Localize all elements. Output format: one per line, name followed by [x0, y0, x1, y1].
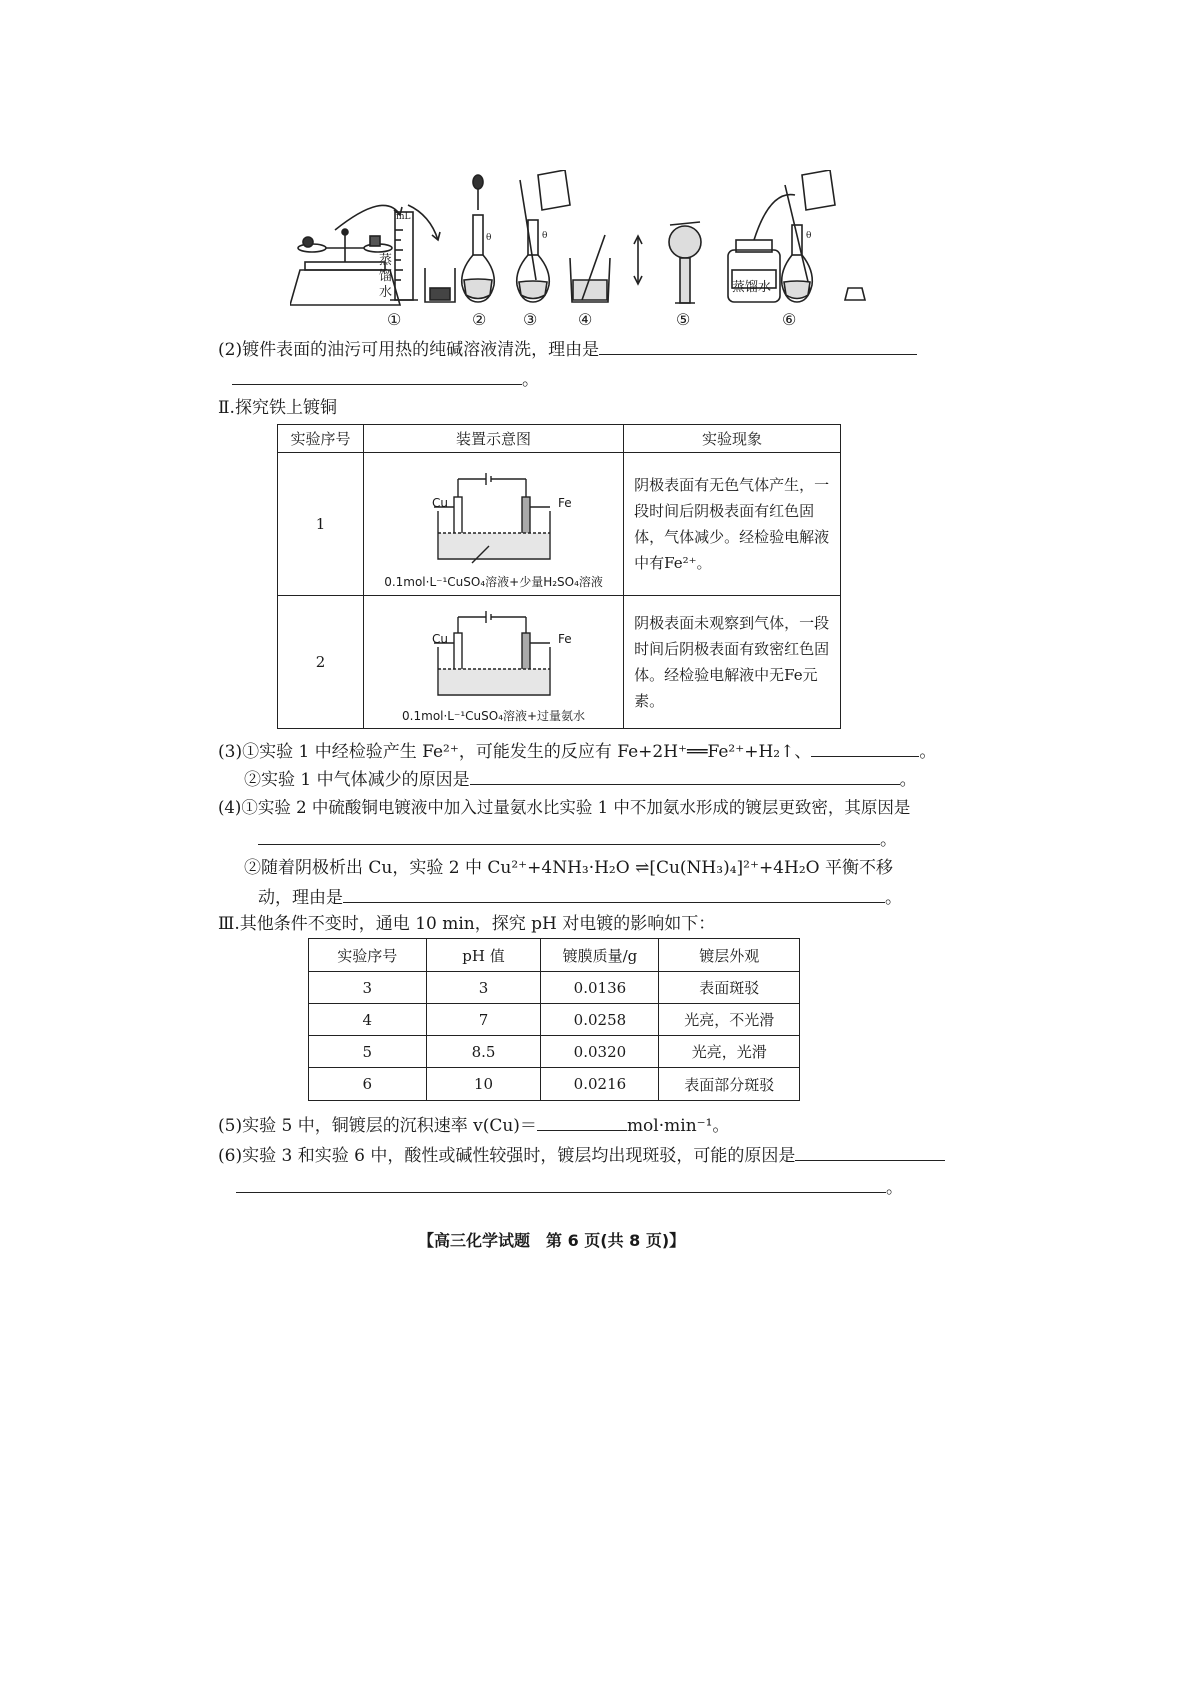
- section-2-title: Ⅱ.探究铁上镀铜: [218, 398, 337, 418]
- electrolysis-cell-diagram: [394, 603, 594, 707]
- ph-plating-table: [308, 938, 800, 1101]
- question-4-end: 。: [880, 830, 897, 850]
- answer-blank[interactable]: [811, 738, 919, 757]
- electrode-right-label: Fe: [557, 632, 572, 646]
- question-6-text: (6)实验 3 和实验 6 中，酸性或碱性较强时，镀层均出现斑驳，可能的原因是: [218, 1146, 796, 1166]
- plating-experiment-table: [277, 424, 841, 729]
- table-cell: 0.0136: [541, 972, 659, 1004]
- flask-pouring: [517, 170, 570, 302]
- phenomenon-text: 阴极表面有无色气体产生，一段时间后阴极表面有红色固体，气体减少。经检验电解液中有Fe²⁺。: [624, 453, 841, 596]
- electrode-right-label: Fe: [557, 496, 572, 510]
- table-cell: 5: [309, 1036, 427, 1068]
- step-label-4: ④: [578, 310, 593, 329]
- inverted-flask: [669, 222, 701, 303]
- table-cell: 光亮，不光滑: [659, 1004, 800, 1036]
- table-cell: 3: [426, 972, 541, 1004]
- table-row: [309, 1068, 800, 1101]
- table-cell: 表面斑驳: [659, 972, 800, 1004]
- question-3-end-2: 。: [899, 770, 917, 790]
- table-header-row: [309, 939, 800, 972]
- final-flask: [782, 170, 835, 302]
- step-label-3: ③: [523, 310, 538, 329]
- svg-text:θ: θ: [806, 231, 812, 241]
- step-label-1: ①: [387, 310, 402, 329]
- question-4-answer-line: [258, 826, 897, 852]
- question-6-end: 。: [886, 1178, 903, 1198]
- volumetric-flask-dropper: [462, 175, 495, 302]
- solution-label: 0.1mol·L⁻¹CuSO₄溶液+少量H₂SO₄溶液: [384, 574, 603, 589]
- section-3-title: Ⅲ.其他条件不变时，通电 10 min，探究 pH 对电镀的影响如下：: [218, 914, 716, 934]
- question-5: [218, 1112, 729, 1138]
- apparatus-diagram-cell: [363, 596, 623, 729]
- bottle-label: 蒸馏水: [732, 280, 772, 295]
- answer-blank[interactable]: [343, 884, 885, 903]
- electrode-left-label: Cu: [431, 632, 448, 646]
- step-label-6: ⑥: [782, 310, 797, 329]
- experiment-id: 1: [278, 453, 364, 596]
- header-cell: 实验序号: [309, 939, 427, 972]
- table-cell: 8.5: [426, 1036, 541, 1068]
- question-3-end: 。: [919, 742, 937, 762]
- question-3-part2: [244, 766, 917, 792]
- answer-blank[interactable]: [232, 366, 522, 385]
- table-row: [309, 1036, 800, 1068]
- header-cell: 镀膜质量/g: [541, 939, 659, 972]
- table-row: [309, 972, 800, 1004]
- header-cell: 实验现象: [624, 425, 841, 453]
- question-2: [218, 336, 917, 362]
- header-cell: pH 值: [426, 939, 541, 972]
- table-cell: 3: [309, 972, 427, 1004]
- header-cell: 镀层外观: [659, 939, 800, 972]
- answer-blank[interactable]: [599, 336, 917, 355]
- table-cell: 0.0320: [541, 1036, 659, 1068]
- answer-blank[interactable]: [537, 1112, 627, 1131]
- table-cell: 6: [309, 1068, 427, 1101]
- beaker-stirring: [570, 235, 610, 302]
- question-4-part2-cont: [258, 884, 902, 910]
- phenomenon-text: 阴极表面未观察到气体，一段时间后阴极表面有致密红色固体。经检验电解液中无Fe元素。: [624, 596, 841, 729]
- svg-text:θ: θ: [542, 231, 548, 241]
- liquid-label: 蒸馏水: [379, 253, 393, 300]
- question-4-part1: (4)①实验 2 中硫酸铜电镀液中加入过量氨水比实验 1 中不加氨水形成的镀层更致密，其原因是: [218, 798, 911, 817]
- table-cell: 光亮，光滑: [659, 1036, 800, 1068]
- table-row: [278, 596, 841, 729]
- table-cell: 7: [426, 1004, 541, 1036]
- cylinder-unit: mL: [396, 212, 411, 222]
- apparatus-diagram-cell: [363, 453, 623, 596]
- question-5-unit: mol·min⁻¹。: [626, 1116, 730, 1136]
- question-3-part1: [218, 738, 936, 764]
- question-3-text-2: ②实验 1 中气体减少的原因是: [244, 770, 470, 790]
- step-label-2: ②: [472, 310, 487, 329]
- table-cell: 10: [426, 1068, 541, 1101]
- stopper: [845, 288, 865, 300]
- question-6: [218, 1142, 945, 1168]
- table-row: [278, 453, 841, 596]
- header-cell: 实验序号: [278, 425, 364, 453]
- question-4-text-3: 动，理由是: [258, 888, 343, 908]
- question-4-part2: ②随着阴极析出 Cu，实验 2 中 Cu²⁺+4NH₃·H₂O ⇌[Cu(NH₃)₄]²⁺+4H₂O 平衡不移: [244, 858, 893, 878]
- table-cell: 4: [309, 1004, 427, 1036]
- question-4-end-2: 。: [885, 888, 902, 908]
- question-6-cont: [236, 1174, 903, 1200]
- electrolysis-cell-diagram: [394, 461, 594, 573]
- table-cell: 0.0258: [541, 1004, 659, 1036]
- beaker-1: [425, 268, 455, 302]
- question-2-end: 。: [522, 370, 539, 390]
- answer-blank[interactable]: [258, 826, 880, 845]
- solution-label: 0.1mol·L⁻¹CuSO₄溶液+过量氨水: [402, 708, 586, 723]
- answer-blank[interactable]: [236, 1174, 886, 1193]
- table-row: [309, 1004, 800, 1036]
- invert-arrow: [634, 236, 642, 284]
- question-3-text: (3)①实验 1 中经检验产生 Fe²⁺，可能发生的反应有 Fe+2H⁺══Fe²⁺+H₂↑、: [218, 742, 812, 762]
- answer-blank[interactable]: [470, 766, 900, 785]
- question-2-cont: [232, 366, 539, 392]
- svg-text:θ: θ: [486, 233, 492, 243]
- step-label-5: ⑤: [676, 310, 691, 329]
- question-5-text: (5)实验 5 中，铜镀层的沉积速率 v(Cu)＝: [218, 1116, 537, 1136]
- table-header-row: [278, 425, 841, 453]
- electrode-left-label: Cu: [431, 496, 448, 510]
- header-cell: 装置示意图: [363, 425, 623, 453]
- page-footer: 【高三化学试题 第 6 页(共 8 页)】: [418, 1231, 686, 1250]
- answer-blank[interactable]: [795, 1142, 945, 1161]
- experiment-id: 2: [278, 596, 364, 729]
- question-2-text: (2)镀件表面的油污可用热的纯碱溶液清洗，理由是: [218, 340, 600, 360]
- table-cell: 0.0216: [541, 1068, 659, 1101]
- table-cell: 表面部分斑驳: [659, 1068, 800, 1101]
